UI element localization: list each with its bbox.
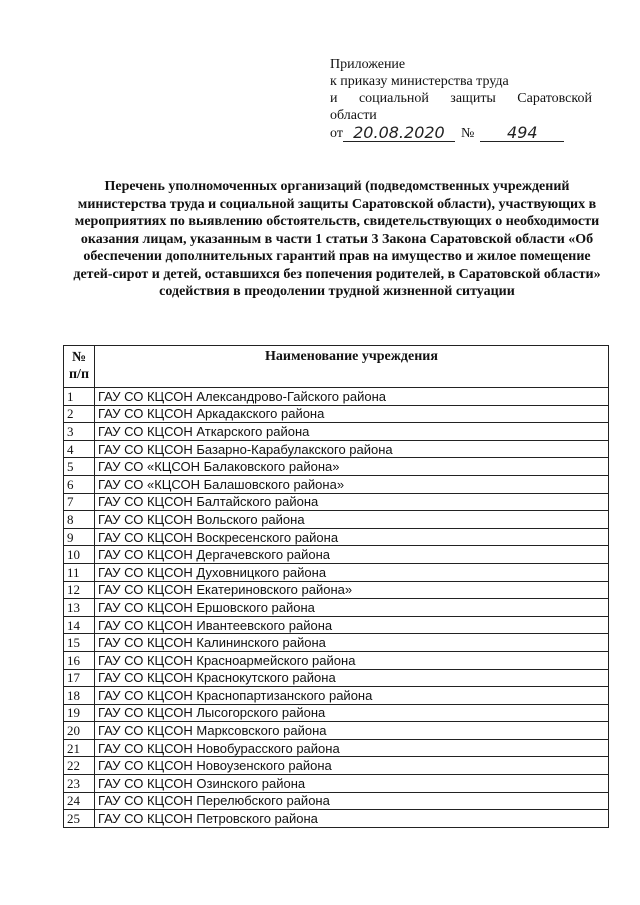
row-number: 25 bbox=[64, 810, 95, 828]
row-number: 8 bbox=[64, 511, 95, 529]
document-title: Перечень уполномоченных организаций (подведомственных учреждений министерства труда и социальной защиты Саратовской области), участвующих в мероприятиях по выявлению обстоятельств, свидетельствующих о необходимости оказания лицам, указанным в части 1 статьи 3 Закона Саратовской области «Об обеспечении дополнительных гарантий прав на имущество и жилое помещение детей-сирот и детей, оставшихся без попечения родителей, в Саратовской области» содействия в преодолении трудной жизненной ситуации bbox=[73, 179, 601, 299]
row-number: 13 bbox=[64, 599, 95, 617]
table-row bbox=[64, 405, 609, 423]
institution-name: ГАУ СО КЦСОН Озинского района bbox=[95, 775, 609, 793]
institution-name: ГАУ СО КЦСОН Краснокутского района bbox=[95, 669, 609, 687]
table-row bbox=[64, 722, 609, 740]
institution-name: ГАУ СО КЦСОН Екатериновского района» bbox=[95, 581, 609, 599]
order-number-label: № bbox=[460, 126, 475, 141]
row-number: 20 bbox=[64, 722, 95, 740]
appendix-word: и bbox=[330, 91, 338, 106]
institution-name: ГАУ СО КЦСОН Ивантеевского района bbox=[95, 616, 609, 634]
order-date-line bbox=[330, 125, 592, 142]
institution-name: ГАУ СО КЦСОН Лысогорского района bbox=[95, 704, 609, 722]
row-number: 10 bbox=[64, 546, 95, 564]
institution-name: ГАУ СО КЦСОН Вольского района bbox=[95, 511, 609, 529]
table-row bbox=[64, 634, 609, 652]
header-institution-name: Наименование учреждения bbox=[95, 346, 609, 388]
institutions-table bbox=[63, 345, 609, 828]
row-number: 2 bbox=[64, 405, 95, 423]
row-number: 1 bbox=[64, 388, 95, 406]
institution-name: ГАУ СО КЦСОН Базарно-Карабулакского района bbox=[95, 440, 609, 458]
table-row bbox=[64, 651, 609, 669]
institution-name: ГАУ СО КЦСОН Ершовского района bbox=[95, 599, 609, 617]
row-number: 17 bbox=[64, 669, 95, 687]
institution-name: ГАУ СО КЦСОН Калининского района bbox=[95, 634, 609, 652]
table-row bbox=[64, 704, 609, 722]
table-row bbox=[64, 792, 609, 810]
row-number: 12 bbox=[64, 581, 95, 599]
row-number: 23 bbox=[64, 775, 95, 793]
row-number: 16 bbox=[64, 651, 95, 669]
appendix-label: Приложение bbox=[330, 57, 406, 72]
institution-name: ГАУ СО КЦСОН Аткарского района bbox=[95, 423, 609, 441]
appendix-order-line: к приказу министерства труда bbox=[330, 74, 509, 89]
table-row bbox=[64, 669, 609, 687]
row-number: 22 bbox=[64, 757, 95, 775]
row-number: 3 bbox=[64, 423, 95, 441]
row-number: 14 bbox=[64, 616, 95, 634]
table-row bbox=[64, 440, 609, 458]
row-number: 4 bbox=[64, 440, 95, 458]
institution-name: ГАУ СО КЦСОН Воскресенского района bbox=[95, 528, 609, 546]
institution-name: ГАУ СО «КЦСОН Балаковского района» bbox=[95, 458, 609, 476]
institution-name: ГАУ СО КЦСОН Красноармейского района bbox=[95, 651, 609, 669]
institution-name: ГАУ СО КЦСОН Краснопартизанского района bbox=[95, 687, 609, 705]
date-prefix: от bbox=[330, 126, 343, 141]
table-row bbox=[64, 775, 609, 793]
institution-name: ГАУ СО КЦСОН Петровского района bbox=[95, 810, 609, 828]
table-row bbox=[64, 458, 609, 476]
table-row bbox=[64, 616, 609, 634]
appendix-word: защиты bbox=[450, 91, 496, 106]
order-number-handwritten: 494 bbox=[480, 125, 564, 142]
appendix-ministry-line bbox=[330, 90, 592, 107]
appendix-region-line: области bbox=[330, 108, 377, 123]
institution-name: ГАУ СО КЦСОН Новоузенского района bbox=[95, 757, 609, 775]
institution-name: ГАУ СО «КЦСОН Балашовского района» bbox=[95, 475, 609, 493]
institution-name: ГАУ СО КЦСОН Марксовского района bbox=[95, 722, 609, 740]
appendix-word: Саратовской bbox=[517, 91, 592, 106]
table-row bbox=[64, 757, 609, 775]
appendix-word: социальной bbox=[358, 91, 429, 106]
table-header-row bbox=[64, 346, 609, 388]
table-row bbox=[64, 563, 609, 581]
row-number: 24 bbox=[64, 792, 95, 810]
order-date-handwritten: 20.08.2020 bbox=[343, 125, 455, 142]
header-number: № п/п bbox=[64, 346, 95, 388]
table-row bbox=[64, 581, 609, 599]
row-number: 9 bbox=[64, 528, 95, 546]
appendix-block bbox=[330, 56, 592, 142]
institution-name: ГАУ СО КЦСОН Перелюбского района bbox=[95, 792, 609, 810]
row-number: 19 bbox=[64, 704, 95, 722]
table-row bbox=[64, 546, 609, 564]
row-number: 11 bbox=[64, 563, 95, 581]
row-number: 18 bbox=[64, 687, 95, 705]
row-number: 15 bbox=[64, 634, 95, 652]
table-row bbox=[64, 511, 609, 529]
table-body bbox=[64, 388, 609, 828]
row-number: 21 bbox=[64, 739, 95, 757]
table-row bbox=[64, 810, 609, 828]
table-row bbox=[64, 493, 609, 511]
row-number: 5 bbox=[64, 458, 95, 476]
institution-name: ГАУ СО КЦСОН Духовницкого района bbox=[95, 563, 609, 581]
table-row bbox=[64, 739, 609, 757]
institution-name: ГАУ СО КЦСОН Александрово-Гайского района bbox=[95, 388, 609, 406]
table-row bbox=[64, 687, 609, 705]
institution-name: ГАУ СО КЦСОН Новобурасского района bbox=[95, 739, 609, 757]
table-row bbox=[64, 599, 609, 617]
table-row bbox=[64, 475, 609, 493]
institution-name: ГАУ СО КЦСОН Аркадакского района bbox=[95, 405, 609, 423]
institution-name: ГАУ СО КЦСОН Балтайского района bbox=[95, 493, 609, 511]
table-row bbox=[64, 423, 609, 441]
row-number: 6 bbox=[64, 475, 95, 493]
institution-name: ГАУ СО КЦСОН Дергачевского района bbox=[95, 546, 609, 564]
table-row bbox=[64, 388, 609, 406]
row-number: 7 bbox=[64, 493, 95, 511]
table-row bbox=[64, 528, 609, 546]
